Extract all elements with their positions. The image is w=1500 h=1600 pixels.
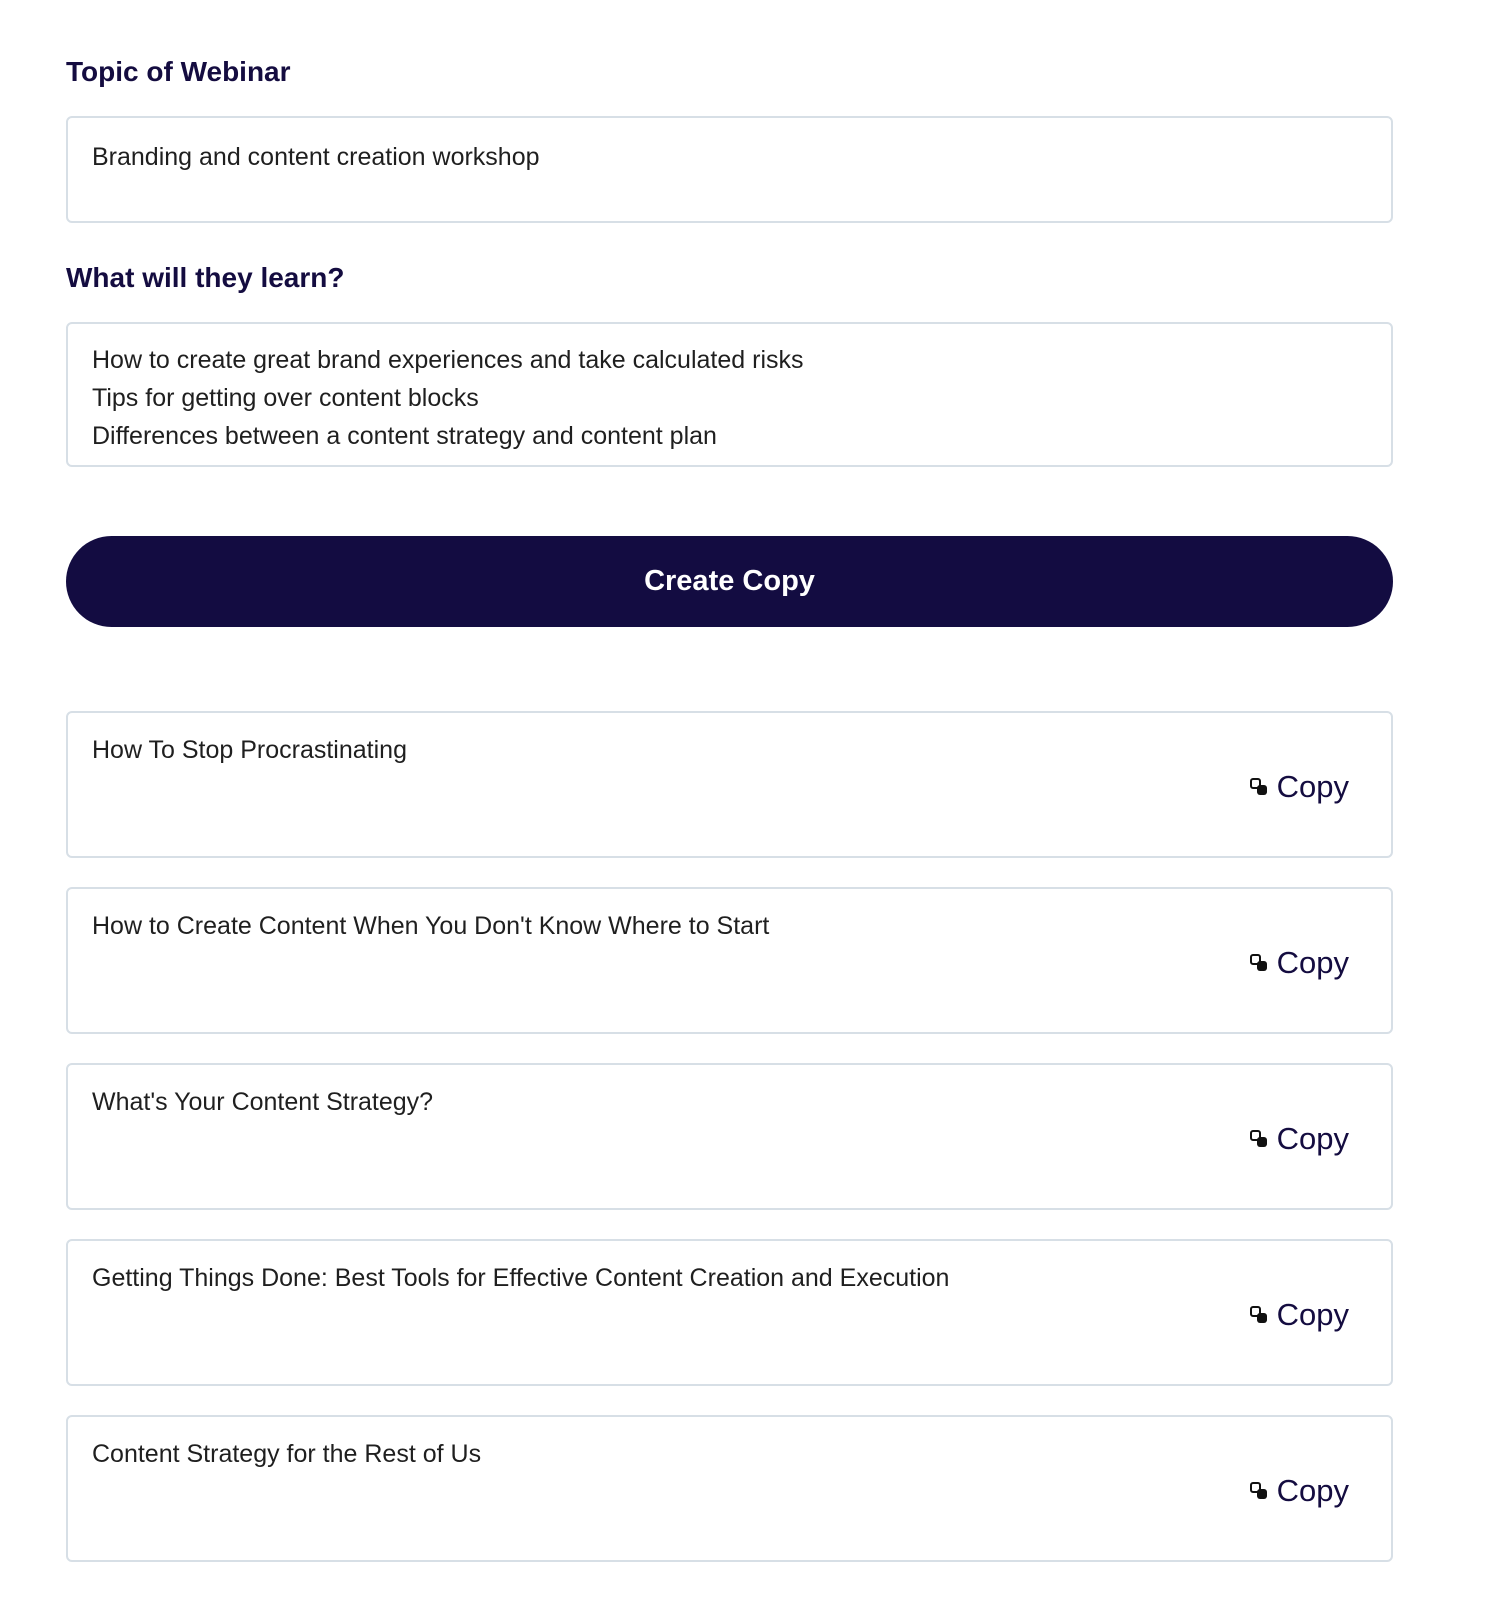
copy-label: Copy [1276,1297,1349,1332]
copy-button[interactable] [1249,945,1349,981]
copy-button[interactable] [1249,1297,1349,1333]
copy-icon [1249,769,1269,805]
learn-line: Tips for getting over content blocks [92,384,479,412]
copy-icon [1249,1297,1269,1333]
result-title: How To Stop Procrastinating [92,736,407,764]
learn-textarea[interactable] [66,322,1393,467]
topic-input[interactable]: Branding and content creation workshop [66,116,1393,223]
result-card [66,711,1393,858]
learn-label: What will they learn? [66,262,345,293]
result-card [66,1063,1393,1210]
topic-label: Topic of Webinar [66,56,291,87]
result-card [66,1415,1393,1562]
learn-line: Differences between a content strategy and content plan [92,422,717,450]
copy-button[interactable] [1249,1121,1349,1157]
copy-label: Copy [1276,1473,1349,1508]
result-title: Content Strategy for the Rest of Us [92,1440,482,1468]
result-card [66,1239,1393,1386]
copy-button[interactable] [1249,769,1349,805]
copy-icon [1249,945,1269,981]
result-title: How to Create Content When You Don't Know Where to Start [92,912,770,940]
copy-button[interactable] [1249,1473,1349,1509]
result-title: What's Your Content Strategy? [92,1088,434,1116]
result-card [66,887,1393,1034]
copy-label: Copy [1276,769,1349,804]
copy-icon [1249,1473,1269,1509]
result-title: Getting Things Done: Best Tools for Effective Content Creation and Execution [92,1264,950,1292]
copy-icon [1249,1121,1269,1157]
copy-label: Copy [1276,945,1349,980]
copy-label: Copy [1276,1121,1349,1156]
learn-line: How to create great brand experiences and take calculated risks [92,346,804,374]
create-copy-button[interactable]: Create Copy [66,536,1393,627]
